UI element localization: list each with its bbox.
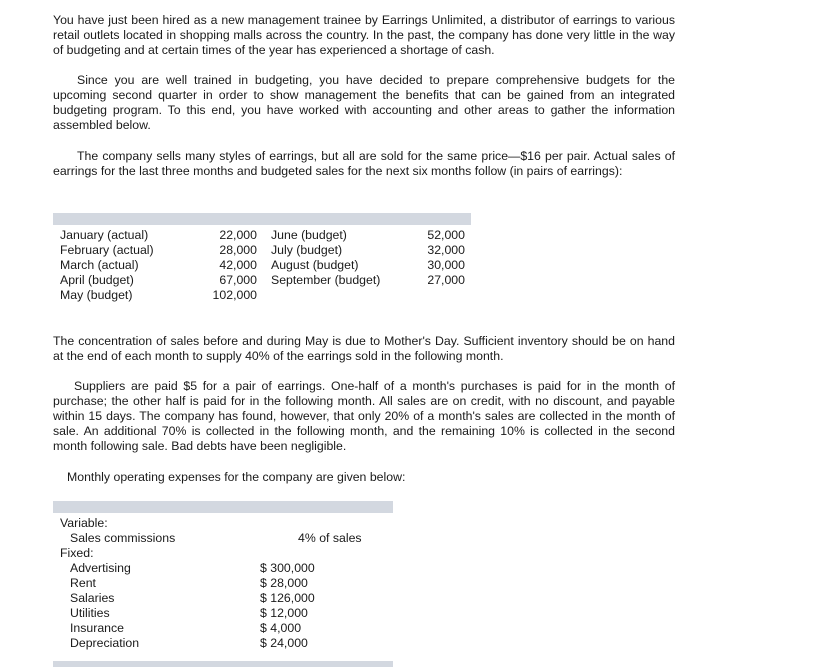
expenses-table-header-bar (53, 501, 393, 513)
sales-month: September (budget) (271, 273, 381, 287)
expense-label: Insurance (70, 621, 125, 635)
sales-right-months (271, 228, 380, 288)
sales-table-header-bar (53, 213, 471, 225)
sales-month: April (budget) (60, 273, 134, 287)
expense-value: $ 300,000 (260, 561, 315, 575)
sales-month: July (budget) (271, 243, 343, 257)
expense-label: Advertising (70, 561, 131, 575)
sales-value: 30,000 (427, 258, 465, 272)
sales-value: 28,000 (219, 243, 257, 257)
sales-value: 42,000 (219, 258, 257, 272)
sales-value: 32,000 (427, 243, 465, 257)
sales-month: March (actual) (60, 258, 139, 272)
expense-label: Rent (70, 576, 96, 590)
sales-month: January (actual) (60, 228, 149, 242)
expense-label: Salaries (70, 591, 115, 605)
sales-value: 27,000 (427, 273, 465, 287)
sales-right-values (413, 228, 465, 288)
expense-value: $ 4,000 (260, 621, 302, 635)
sales-month: February (actual) (60, 243, 154, 257)
sales-paragraph: The company sells many styles of earrings, but all are sold for the same price—$16 per pair. Actual sales of earrings for the last three months and budgeted sales for the next six months follow (in pairs of earrings): (53, 149, 675, 178)
expense-value: $ 24,000 (260, 636, 308, 650)
expense-label: Utilities (70, 606, 110, 620)
expenses-table (53, 501, 393, 667)
sales-value: 22,000 (219, 228, 257, 242)
sales-value: 52,000 (427, 228, 465, 242)
expenses-table-footer-bar (53, 661, 393, 667)
expense-value: $ 126,000 (260, 591, 315, 605)
sales-value: 102,000 (212, 288, 257, 302)
suppliers-paragraph: Suppliers are paid $5 for a pair of earrings. One-half of a month's purchases is paid for in the month of purchase; the other half is paid for in the following month. All sales are on credit, with no discount, and payable within 15 days. The company has found, however, that only 20% of a month's sales are collected in the month of sale. An additional 70% is collected in the following month, and the remaining 10% is collected in the second month following sale. Bad debts have been negligible. (53, 379, 675, 453)
expenses-intro: Monthly operating expenses for the company are given below: (67, 470, 406, 484)
sales-month: June (budget) (271, 228, 347, 242)
concentration-paragraph: The concentration of sales before and during May is due to Mother's Day. Sufficient inventory should be on hand at the end of each month to supply 40% of the earrings sold in the following month. (53, 334, 675, 363)
variable-label: Variable: (60, 516, 108, 530)
budget-paragraph: Since you are well trained in budgeting, you have decided to prepare comprehensive budgets for the upcoming second quarter in order to show management the benefits that can be gained from an integrated budgeting program. To this end, you have worked with accounting and other areas to gather the information assembled below. (53, 73, 675, 132)
sales-value: 67,000 (219, 273, 257, 287)
sales-table (53, 213, 471, 308)
sales-left-values (203, 228, 257, 303)
sales-month: August (budget) (271, 258, 359, 272)
intro-paragraph: You have just been hired as a new management trainee by Earrings Unlimited, a distributor of earrings to various retail outlets located in shopping malls across the country. In the past, the company has done very little in the way of budgeting and at certain times of the year has experienced a shortage of cash. (53, 13, 675, 57)
expense-value: $ 28,000 (260, 576, 308, 590)
fixed-label: Fixed: (60, 546, 94, 560)
sales-month: May (budget) (60, 288, 133, 302)
sales-commissions-value: 4% of sales (298, 531, 362, 545)
expense-value: $ 12,000 (260, 606, 308, 620)
expense-label: Depreciation (70, 636, 140, 650)
sales-left-months (60, 228, 154, 303)
sales-commissions-label: Sales commissions (70, 531, 176, 545)
